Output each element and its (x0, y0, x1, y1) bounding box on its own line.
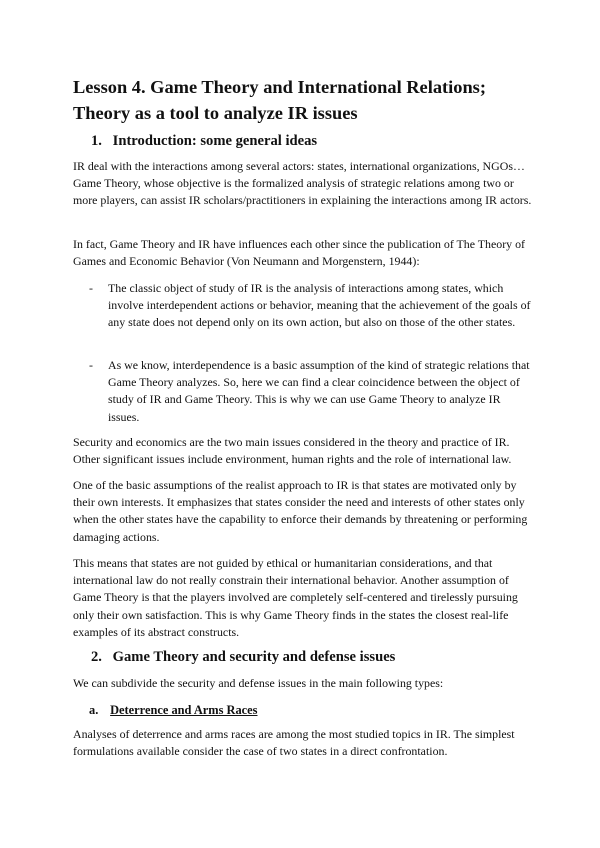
section-1-number: 1. (91, 133, 102, 149)
paragraph-intro: IR deal with the interactions among several actors: states, international organizations, NGOs… Game Theory, whose objective is the formalized analysis of strategic relations among two or more players, can assist IR scholars/practitioners in explaining the interactions among IR actors. (73, 159, 532, 208)
section-1-title: Introduction: some general ideas (112, 133, 318, 149)
bullet-text: As we know, interdependence is a basic assumption of the kind of strategic relations that Game Theory analyzes. So, here we can find a clear coincidence between the object of study of IR and Game Theory. This is why we can use Game Theory to analyze IR issues. (108, 358, 530, 424)
section-1-heading (91, 132, 317, 150)
lesson-title: Lesson 4. Game Theory and International Relations; Theory as a tool to analyze IR issues (73, 77, 486, 123)
subsection-a-heading (89, 702, 258, 718)
subsection-a-letter: a. (89, 703, 99, 717)
section-2-number: 2. (91, 649, 102, 665)
bullet-dash: - (89, 358, 93, 372)
paragraph-subdivide: We can subdivide the security and defense issues in the main following types: (73, 676, 444, 690)
section-2-title: Game Theory and security and defense issues (112, 649, 396, 665)
paragraph-realist-approach: One of the basic assumptions of the realist approach to IR is that states are motivated only by their own interests. It emphasizes that states consider the need and interests of other states only when the other states have the capability to enforce their demands by threatening or performing damaging actions. (73, 478, 528, 544)
subsection-a-title: Deterrence and Arms Races (110, 703, 258, 717)
bullet-text: The classic object of study of IR is the analysis of interactions among states, which involve interdependent actions or behavior, meaning that the achievement of the goals of any state does not depend only on its own action, but also on those of the other states. (108, 281, 531, 330)
paragraph-influences: In fact, Game Theory and IR have influences each other since the publication of The Theory of Games and Economic Behavior (Von Neumann and Morgenstern, 1944): (73, 237, 526, 269)
bullet-dash: - (89, 281, 93, 295)
paragraph-ethical-considerations: This means that states are not guided by ethical or humanitarian considerations, and that international law do not really constrain their international behavior. Another assumption of Game Theory is that the players involved are completely self-centered and tirelessly pursuing only their own satisfaction. This is why Game Theory finds in the states the closest real-life examples of its abstract constructs. (73, 556, 518, 639)
paragraph-deterrence: Analyses of deterrence and arms races are among the most studied topics in IR. The simplest formulations available consider the case of two states in a direct confrontation. (73, 727, 515, 759)
section-2-heading (91, 648, 395, 666)
paragraph-security-economics: Security and economics are the two main issues considered in the theory and practice of IR. Other significant issues include environment, human rights and the role of international law. (73, 435, 512, 467)
